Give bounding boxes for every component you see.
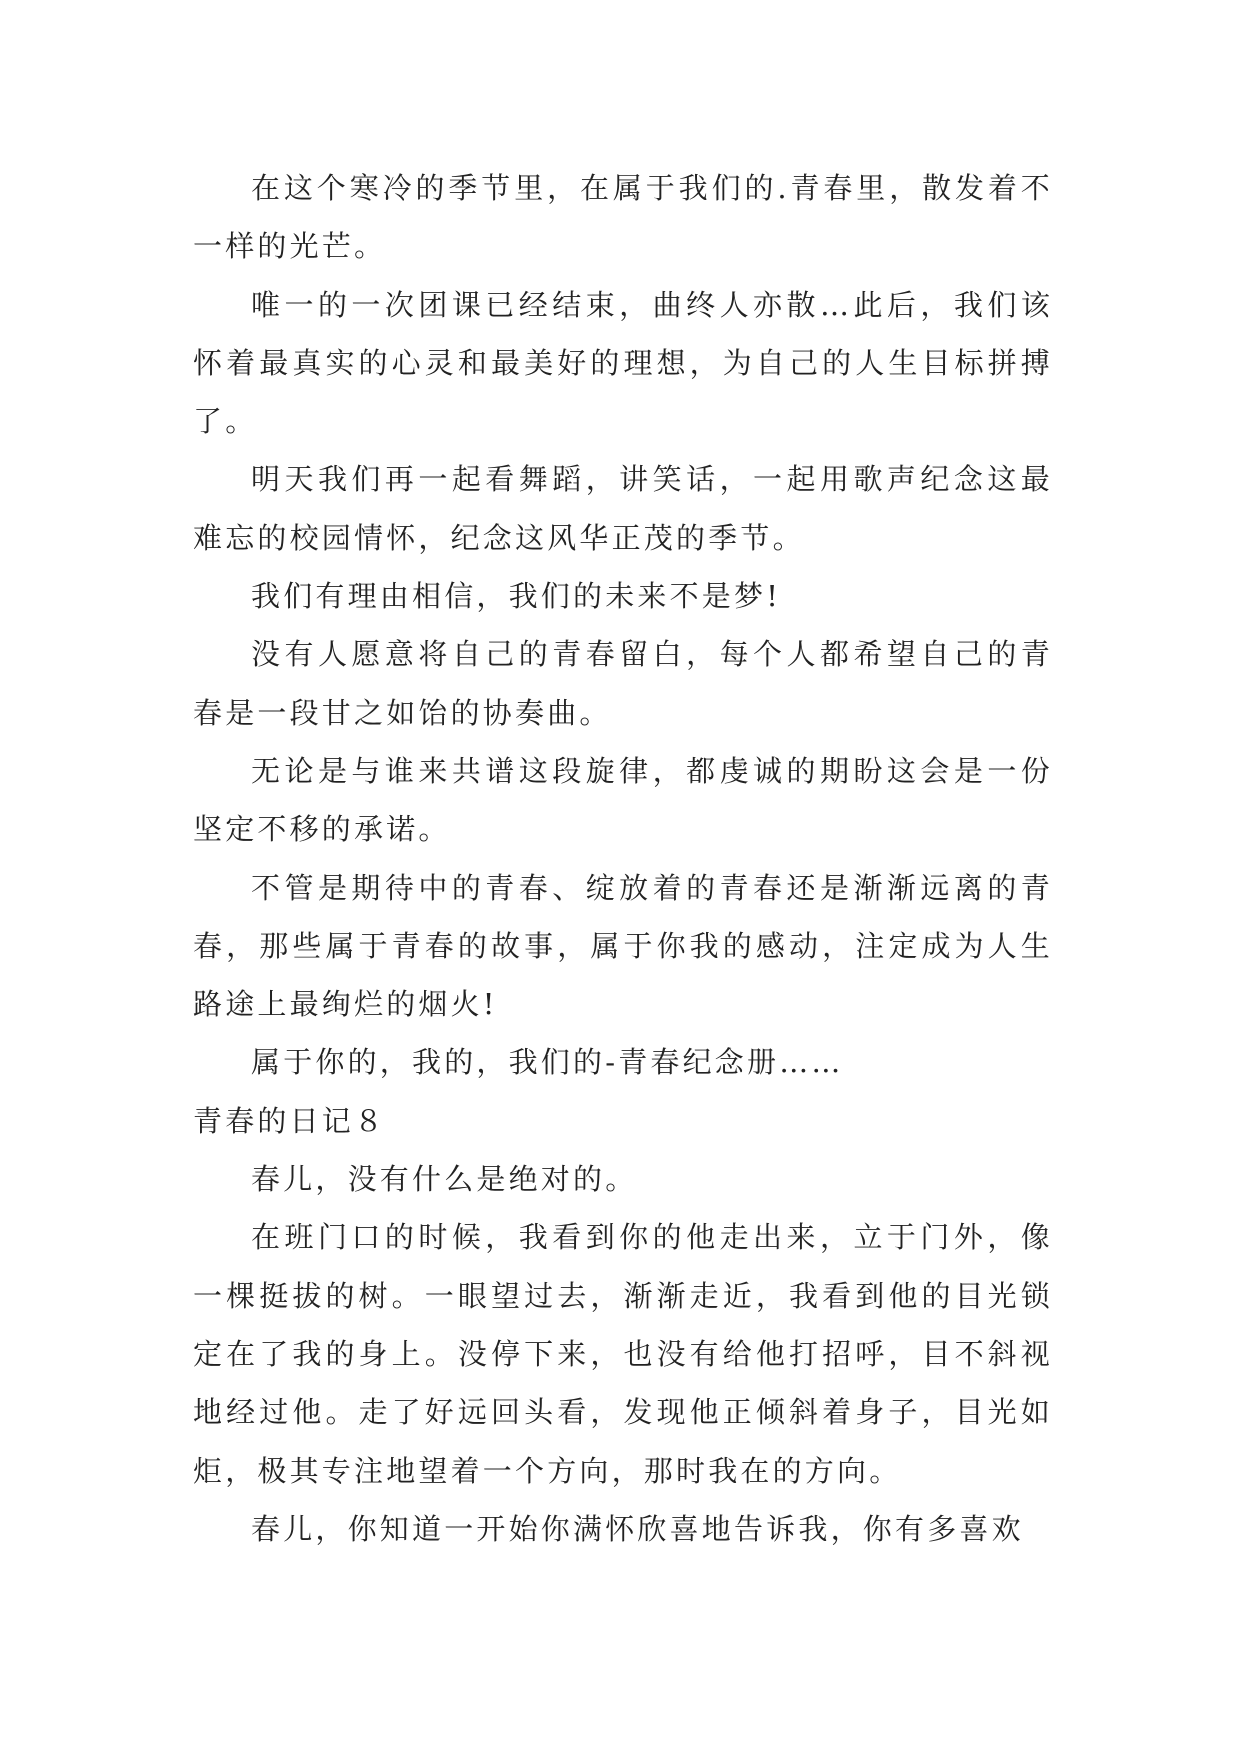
paragraph: 没有人愿意将自己的青春留白，每个人都希望自己的青春是一段甘之如饴的协奏曲。 [193, 637, 1053, 730]
paragraph: 在班门口的时候，我看到你的他走出来，立于门外，像一棵挺拔的树。一眼望过去，渐渐走近，我看到他的目光锁定在了我的身上。没停下来，也没有给他打招呼，目不斜视地经过他。走了好远回头看，发现他正倾斜着身子，目光如炬，极其专注地望着一个方向，那时我在的方向。 [193, 1220, 1053, 1488]
paragraph: 不管是期待中的青春、绽放着的青春还是渐渐远离的青春，那些属于青春的故事，属于你我的感动，注定成为人生路途上最绚烂的烟火! [193, 870, 1053, 1022]
paragraph: 春儿，你知道一开始你满怀欣喜地告诉我，你有多喜欢 [251, 1511, 1024, 1546]
paragraph: 在这个寒冷的季节里，在属于我们的.青春里，散发着不一样的光芒。 [193, 171, 1053, 264]
paragraph: 我们有理由相信，我们的未来不是梦! [251, 579, 782, 614]
document-body [193, 159, 1053, 1558]
paragraph: 明天我们再一起看舞蹈，讲笑话，一起用歌声纪念这最难忘的校园情怀，纪念这风华正茂的季节。 [193, 462, 1053, 555]
paragraph: 属于你的，我的，我们的-青春纪念册…… [251, 1045, 844, 1080]
paragraph: 唯一的一次团课已经结束，曲终人亦散…此后，我们该怀着最真实的心灵和最美好的理想，为自己的人生目标拼搏了。 [193, 287, 1053, 439]
paragraph: 春儿，没有什么是绝对的。 [251, 1162, 638, 1197]
section-heading: 青春的日记８ [193, 1103, 387, 1138]
paragraph: 无论是与谁来共谱这段旋律，都虔诚的期盼这会是一份坚定不移的承诺。 [193, 753, 1053, 847]
